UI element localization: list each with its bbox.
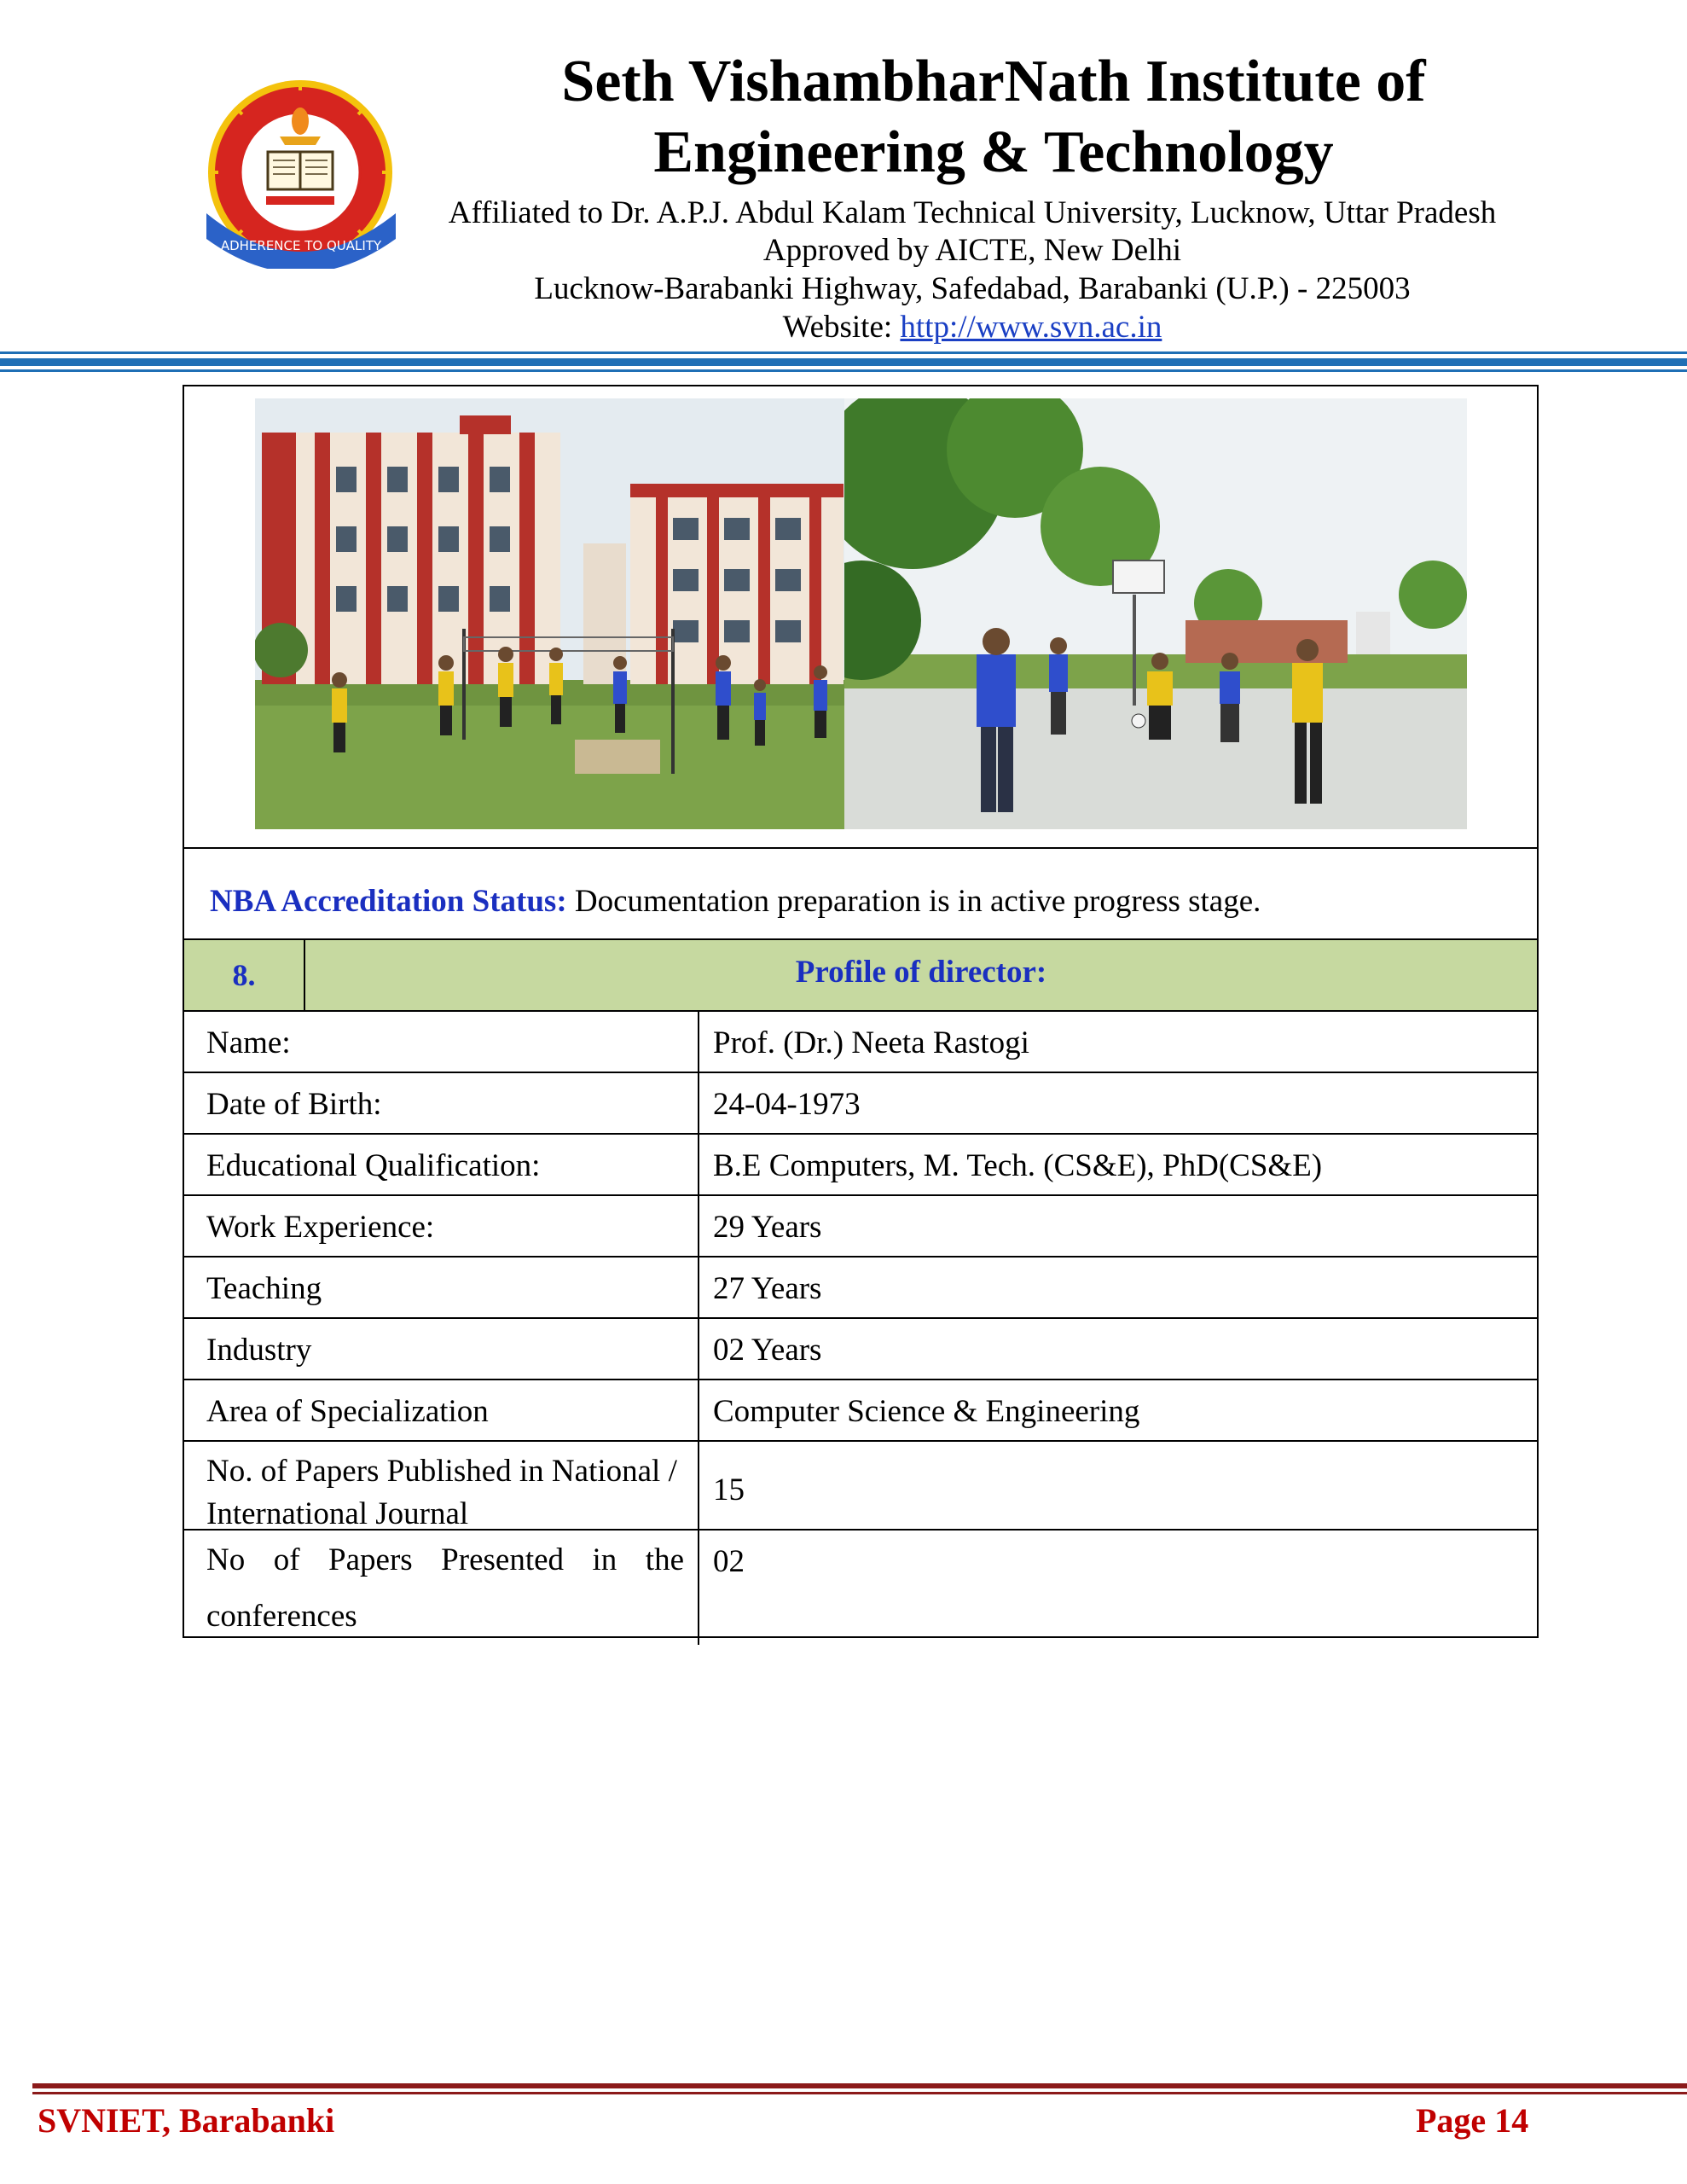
nba-status-text [210,883,1261,920]
page-number: Page 14 [1416,2101,1529,2140]
campus-photos [184,386,1537,849]
profile-value: 02 Years [713,1333,822,1368]
header-divider [0,351,1687,354]
profile-value: Computer Science & Engineering [713,1394,1140,1429]
nba-status-value: Documentation preparation is in active progress stage. [566,884,1261,919]
profile-value: 27 Years [713,1271,822,1306]
profile-value: 29 Years [713,1210,822,1245]
profile-label: Industry [184,1319,699,1379]
website-label: Website: [782,310,901,345]
footer-divider-thin [32,2092,1687,2094]
affiliation-text: Affiliated to Dr. A.P.J. Abdul Kalam Technical University, Lucknow, Uttar Pradesh [448,195,1497,230]
campus-volleyball-photo [255,398,844,829]
table-row [184,1135,1537,1196]
institute-logo [198,77,403,269]
profile-label: Work Experience: [184,1196,699,1256]
content-frame [183,385,1539,1638]
profile-label: No of Papers Presented in the conferences [184,1531,699,1645]
section-title: Profile of director: [795,955,1047,990]
approval-text: Approved by AICTE, New Delhi [762,233,1182,268]
footer-divider [32,2083,1687,2088]
nba-status-row [184,849,1537,940]
section-number: 8. [184,940,305,1010]
profile-value: 24-04-1973 [713,1087,861,1122]
profile-value: Prof. (Dr.) Neeta Rastogi [713,1025,1029,1060]
header-divider-thick [0,358,1687,366]
website-line [418,309,1527,346]
profile-value: B.E Computers, M. Tech. (CS&E), PhD(CS&E) [713,1148,1323,1183]
profile-label: Area of Specialization [184,1380,699,1440]
address-text: Lucknow-Barabanki Highway, Safedabad, Barabanki (U.P.) - 225003 [534,271,1411,306]
director-profile-table [184,1012,1537,1645]
profile-label: Date of Birth: [184,1073,699,1133]
header-divider-thin [0,369,1687,372]
table-row [184,1012,1537,1073]
nba-status-label: NBA Accreditation Status: [210,884,567,919]
website-link[interactable]: http://www.svn.ac.in [900,310,1162,345]
table-row [184,1073,1537,1135]
footer-institute: SVNIET, Barabanki [38,2101,335,2140]
section-header-row [184,940,1537,1012]
profile-label: No. of Papers Published in National / International Journal [184,1442,699,1529]
institute-title-line2: Engineering & Technology [653,119,1334,185]
table-row [184,1258,1537,1319]
logo-motto-text: ADHERENCE TO QUALITY [220,238,382,253]
table-row [184,1531,1537,1645]
table-row [184,1319,1537,1380]
profile-value: 15 [713,1472,745,1507]
profile-value: 02 [713,1544,745,1579]
profile-label: Name: [184,1012,699,1072]
table-row [184,1442,1537,1531]
profile-label: Teaching [184,1258,699,1317]
table-row [184,1196,1537,1258]
campus-football-photo [844,398,1467,829]
institute-title-line1: Seth VishambharNath Institute of [561,49,1426,114]
profile-label: Educational Qualification: [184,1135,699,1194]
table-row [184,1380,1537,1442]
